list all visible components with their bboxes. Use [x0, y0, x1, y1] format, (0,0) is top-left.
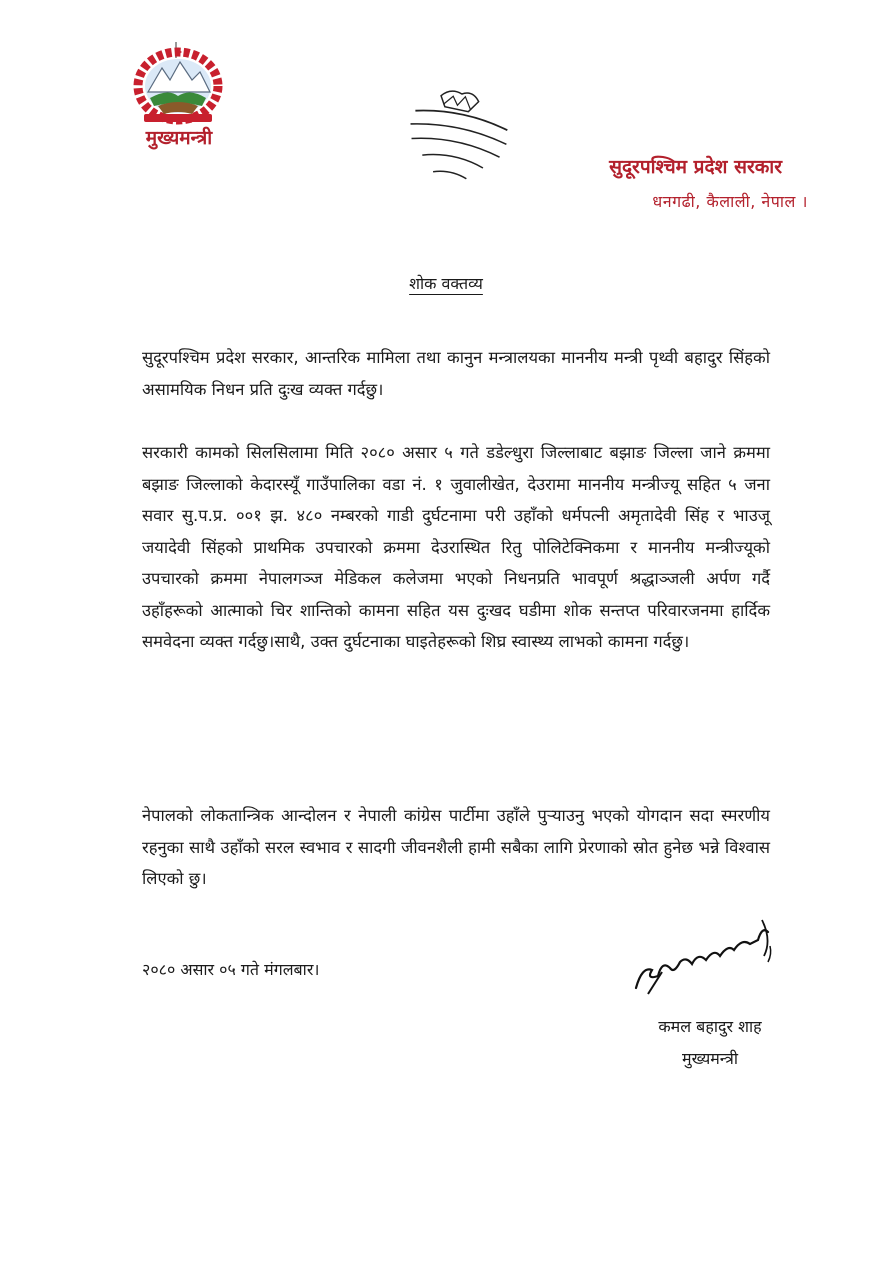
paragraph-tribute: नेपालको लोकतान्त्रिक आन्दोलन र नेपाली कांग्रेस पार्टीमा उहाँले पुऱ्याउनु भएको योगदान सदा स्मरणीय रहनुका साथै उहाँको सरल स्वभाव र सादगी जीवनशैली हामी सबैका लागि प्रेरणाको स्रोत हुनेछ भन्ने विश्वास लिएको छु। — [142, 806, 770, 888]
paragraph-accident-details: सरकारी कामको सिलसिलामा मिति २०८० असार ५ गते डडेल्धुरा जिल्लाबाट बझाङ जिल्ला जाने क्रममा बझाङ जिल्लाको केदारस्यूँ गाउँपालिका वडा नं. १ जुवालीखेत, देउरामा माननीय मन्त्रीज्यू सहित ५ जना सवार सु.प.प्र. ००१ झ. ४८० नम्बरको गाडी दुर्घटनामा परी उहाँको धर्मपत्नी अमृतादेवी सिंह र भाउजू जयादेवी सिंहको प्राथमिक उपचारको क्रममा देउरास्थित रितु पोलिटेक्निकमा र माननीय मन्त्रीज्यूको उपचारको क्रममा नेपालगञ्ज मेडिकल कलेजमा भएको निधनप्रति भावपूर्ण श्रद्धाञ्जली अर्पण गर्दै उहाँहरूको आत्माको चिर शान्तिको कामना सहित यस दुःखद घडीमा शोक सन्तप्त परिवारजनमा हार्दिक समवेदना व्यक्त गर्दछु।साथै, उक्त दुर्घटनाका घाइतेहरूको शिघ्र स्वास्थ्य लाभको कामना गर्दछु। — [142, 443, 770, 651]
signer-name: कमल बहादुर शाह — [658, 1017, 762, 1036]
government-name: सुदूरपश्चिम प्रदेश सरकार — [609, 156, 782, 178]
paragraph-condolence: सुदूरपश्चिम प्रदेश सरकार, आन्तरिक मामिला तथा कानुन मन्त्रालयका माननीय मन्त्री पृथ्वी बहादुर सिंहको असामयिक निधन प्रति दुःख व्यक्त गर्दछु। — [142, 348, 770, 399]
nepal-emblem-icon — [128, 40, 228, 126]
statement-title: शोक वक्तव्य — [409, 274, 483, 293]
chief-minister-label: मुख्यमन्त्री — [145, 127, 213, 149]
signer-title: मुख्यमन्त्री — [682, 1049, 738, 1068]
office-seal-icon — [392, 86, 522, 196]
handwritten-signature-icon — [622, 910, 782, 1000]
statement-date: २०८० असार ०५ गते मंगलबार। — [142, 960, 320, 979]
government-address: धनगढी, कैलाली, नेपाल । — [652, 192, 808, 211]
